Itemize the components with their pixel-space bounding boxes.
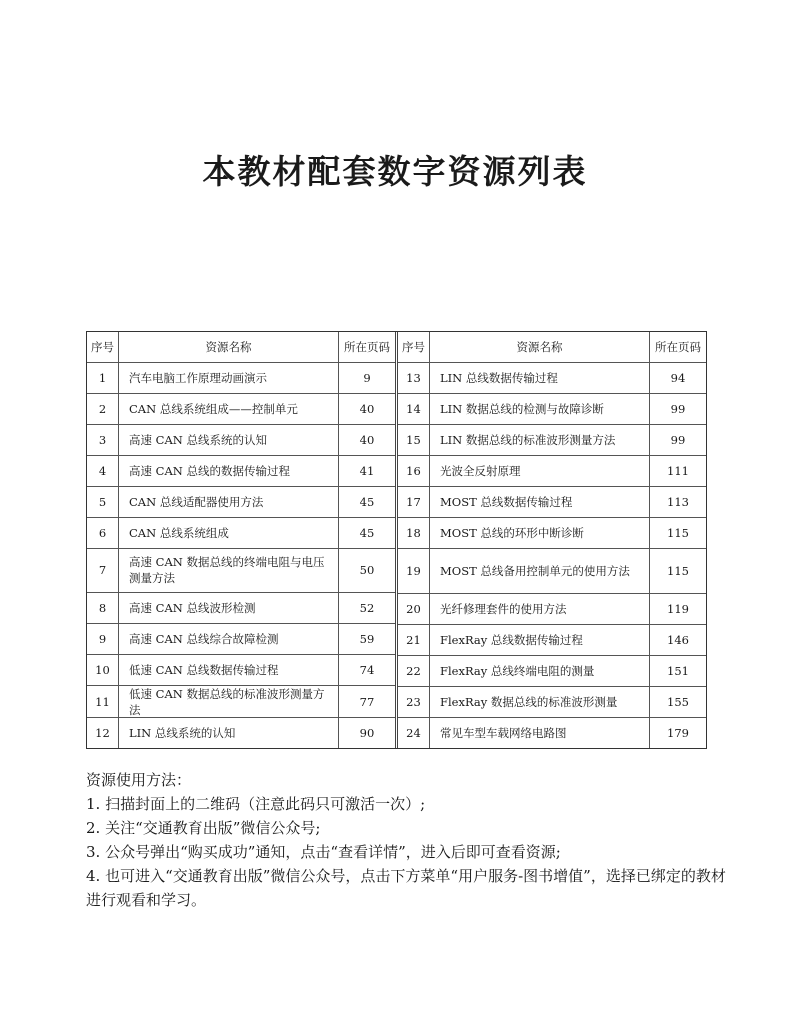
row-no: 15 xyxy=(398,425,430,455)
row-name: 高速 CAN 数据总线的终端电阻与电压测量方法 xyxy=(119,549,339,592)
row-page: 45 xyxy=(359,525,375,540)
table-row xyxy=(87,456,395,487)
row-no: 20 xyxy=(398,594,430,624)
usage-step: 3. 公众号弹出“购买成功”通知，点击“查看详情”，进入后即可查看资源; xyxy=(86,843,561,861)
row-name: MOST 总线备用控制单元的使用方法 xyxy=(430,549,650,593)
table-row xyxy=(398,363,706,394)
row-name: LIN 数据总线的标准波形测量方法 xyxy=(430,425,650,455)
row-name: LIN 总线系统的认知 xyxy=(119,718,339,748)
header-no: 序号 xyxy=(87,332,119,362)
row-no: 7 xyxy=(87,549,119,592)
table-row xyxy=(398,487,706,518)
row-name: CAN 总线适配器使用方法 xyxy=(119,487,339,517)
row-no: 18 xyxy=(398,518,430,548)
row-page: 179 xyxy=(667,725,689,740)
row-page: 115 xyxy=(667,564,689,579)
row-page: 59 xyxy=(359,632,375,647)
row-name: 高速 CAN 总线波形检测 xyxy=(119,593,339,623)
resource-table xyxy=(86,331,707,749)
usage-heading: 资源使用方法： xyxy=(86,771,192,789)
table-row xyxy=(87,363,395,394)
row-no: 21 xyxy=(398,625,430,655)
table-row xyxy=(87,518,395,549)
row-name: 高速 CAN 总线系统的认知 xyxy=(119,425,339,455)
row-name: 光纤修理套件的使用方法 xyxy=(430,594,650,624)
table-header-row xyxy=(87,332,395,363)
table-row xyxy=(87,394,395,425)
row-name: FlexRay 数据总线的标准波形测量 xyxy=(430,687,650,717)
row-name: 高速 CAN 总线的数据传输过程 xyxy=(119,456,339,486)
row-page: 99 xyxy=(670,402,686,417)
usage-step: 1. 扫描封面上的二维码（注意此码只可激活一次）; xyxy=(86,795,426,813)
table-row xyxy=(87,655,395,686)
row-no: 8 xyxy=(87,593,119,623)
table-row xyxy=(398,594,706,625)
row-name: CAN 总线系统组成 xyxy=(119,518,339,548)
row-name: LIN 总线数据传输过程 xyxy=(430,363,650,393)
row-page: 74 xyxy=(359,663,375,678)
row-name: 光波全反射原理 xyxy=(430,456,650,486)
table-left-half xyxy=(87,332,398,748)
row-no: 24 xyxy=(398,718,430,748)
row-no: 5 xyxy=(87,487,119,517)
row-no: 11 xyxy=(87,686,119,717)
row-page: 9 xyxy=(363,370,371,385)
row-name: 汽车电脑工作原理动画演示 xyxy=(119,363,339,393)
row-name: 低速 CAN 数据总线的标准波形测量方法 xyxy=(119,686,339,717)
table-right-half xyxy=(398,332,706,748)
row-page: 90 xyxy=(359,725,375,740)
row-page: 41 xyxy=(359,463,375,478)
row-page: 113 xyxy=(667,495,689,510)
row-name: LIN 数据总线的检测与故障诊断 xyxy=(430,394,650,424)
table-row xyxy=(87,718,395,748)
usage-step: 2. 关注“交通教育出版”微信公众号; xyxy=(86,819,321,837)
table-header-row xyxy=(398,332,706,363)
row-page: 99 xyxy=(670,433,686,448)
row-no: 23 xyxy=(398,687,430,717)
table-row xyxy=(87,425,395,456)
row-page: 155 xyxy=(667,694,689,709)
row-no: 14 xyxy=(398,394,430,424)
table-row xyxy=(398,718,706,748)
row-name: FlexRay 总线终端电阻的测量 xyxy=(430,656,650,686)
row-no: 19 xyxy=(398,549,430,593)
row-page: 115 xyxy=(667,526,689,541)
table-row xyxy=(398,518,706,549)
table-row xyxy=(398,456,706,487)
row-page: 40 xyxy=(359,401,375,416)
page-title: 本教材配套数字资源列表 xyxy=(202,152,588,191)
row-name: MOST 总线数据传输过程 xyxy=(430,487,650,517)
header-page: 所在页码 xyxy=(344,339,390,354)
table-row xyxy=(398,394,706,425)
table-row xyxy=(398,625,706,656)
row-no: 9 xyxy=(87,624,119,654)
row-no: 3 xyxy=(87,425,119,455)
table-row xyxy=(398,425,706,456)
row-no: 2 xyxy=(87,394,119,424)
row-no: 1 xyxy=(87,363,119,393)
row-page: 151 xyxy=(667,663,689,678)
table-row xyxy=(87,549,395,593)
row-no: 6 xyxy=(87,518,119,548)
header-name: 资源名称 xyxy=(119,332,339,362)
table-row xyxy=(87,593,395,624)
row-no: 10 xyxy=(87,655,119,685)
usage-step: 4. 也可进入“交通教育出版”微信公众号，点击下方菜单“用户服务-图书增值”，选择已绑定的教材进行观看和学习。 xyxy=(86,867,726,909)
row-no: 12 xyxy=(87,718,119,748)
row-name: MOST 总线的环形中断诊断 xyxy=(430,518,650,548)
row-no: 4 xyxy=(87,456,119,486)
row-page: 111 xyxy=(667,464,689,479)
usage-instructions xyxy=(86,768,726,912)
row-page: 119 xyxy=(667,601,689,616)
table-row xyxy=(398,549,706,594)
row-no: 16 xyxy=(398,456,430,486)
table-row xyxy=(87,487,395,518)
row-page: 77 xyxy=(359,694,375,709)
row-no: 17 xyxy=(398,487,430,517)
header-page: 所在页码 xyxy=(655,340,701,355)
row-no: 13 xyxy=(398,363,430,393)
row-name: 高速 CAN 总线综合故障检测 xyxy=(119,624,339,654)
row-page: 40 xyxy=(359,432,375,447)
header-name: 资源名称 xyxy=(430,332,650,362)
row-page: 50 xyxy=(359,563,375,578)
table-row xyxy=(87,624,395,655)
row-name: 常见车型车载网络电路图 xyxy=(430,718,650,748)
row-page: 94 xyxy=(670,371,686,386)
row-name: FlexRay 总线数据传输过程 xyxy=(430,625,650,655)
table-row xyxy=(87,686,395,718)
header-no: 序号 xyxy=(398,332,430,362)
row-name: 低速 CAN 总线数据传输过程 xyxy=(119,655,339,685)
row-no: 22 xyxy=(398,656,430,686)
row-page: 45 xyxy=(359,494,375,509)
row-page: 52 xyxy=(359,601,375,616)
row-name: CAN 总线系统组成——控制单元 xyxy=(119,394,339,424)
row-page: 146 xyxy=(667,632,689,647)
table-row xyxy=(398,656,706,687)
table-row xyxy=(398,687,706,718)
